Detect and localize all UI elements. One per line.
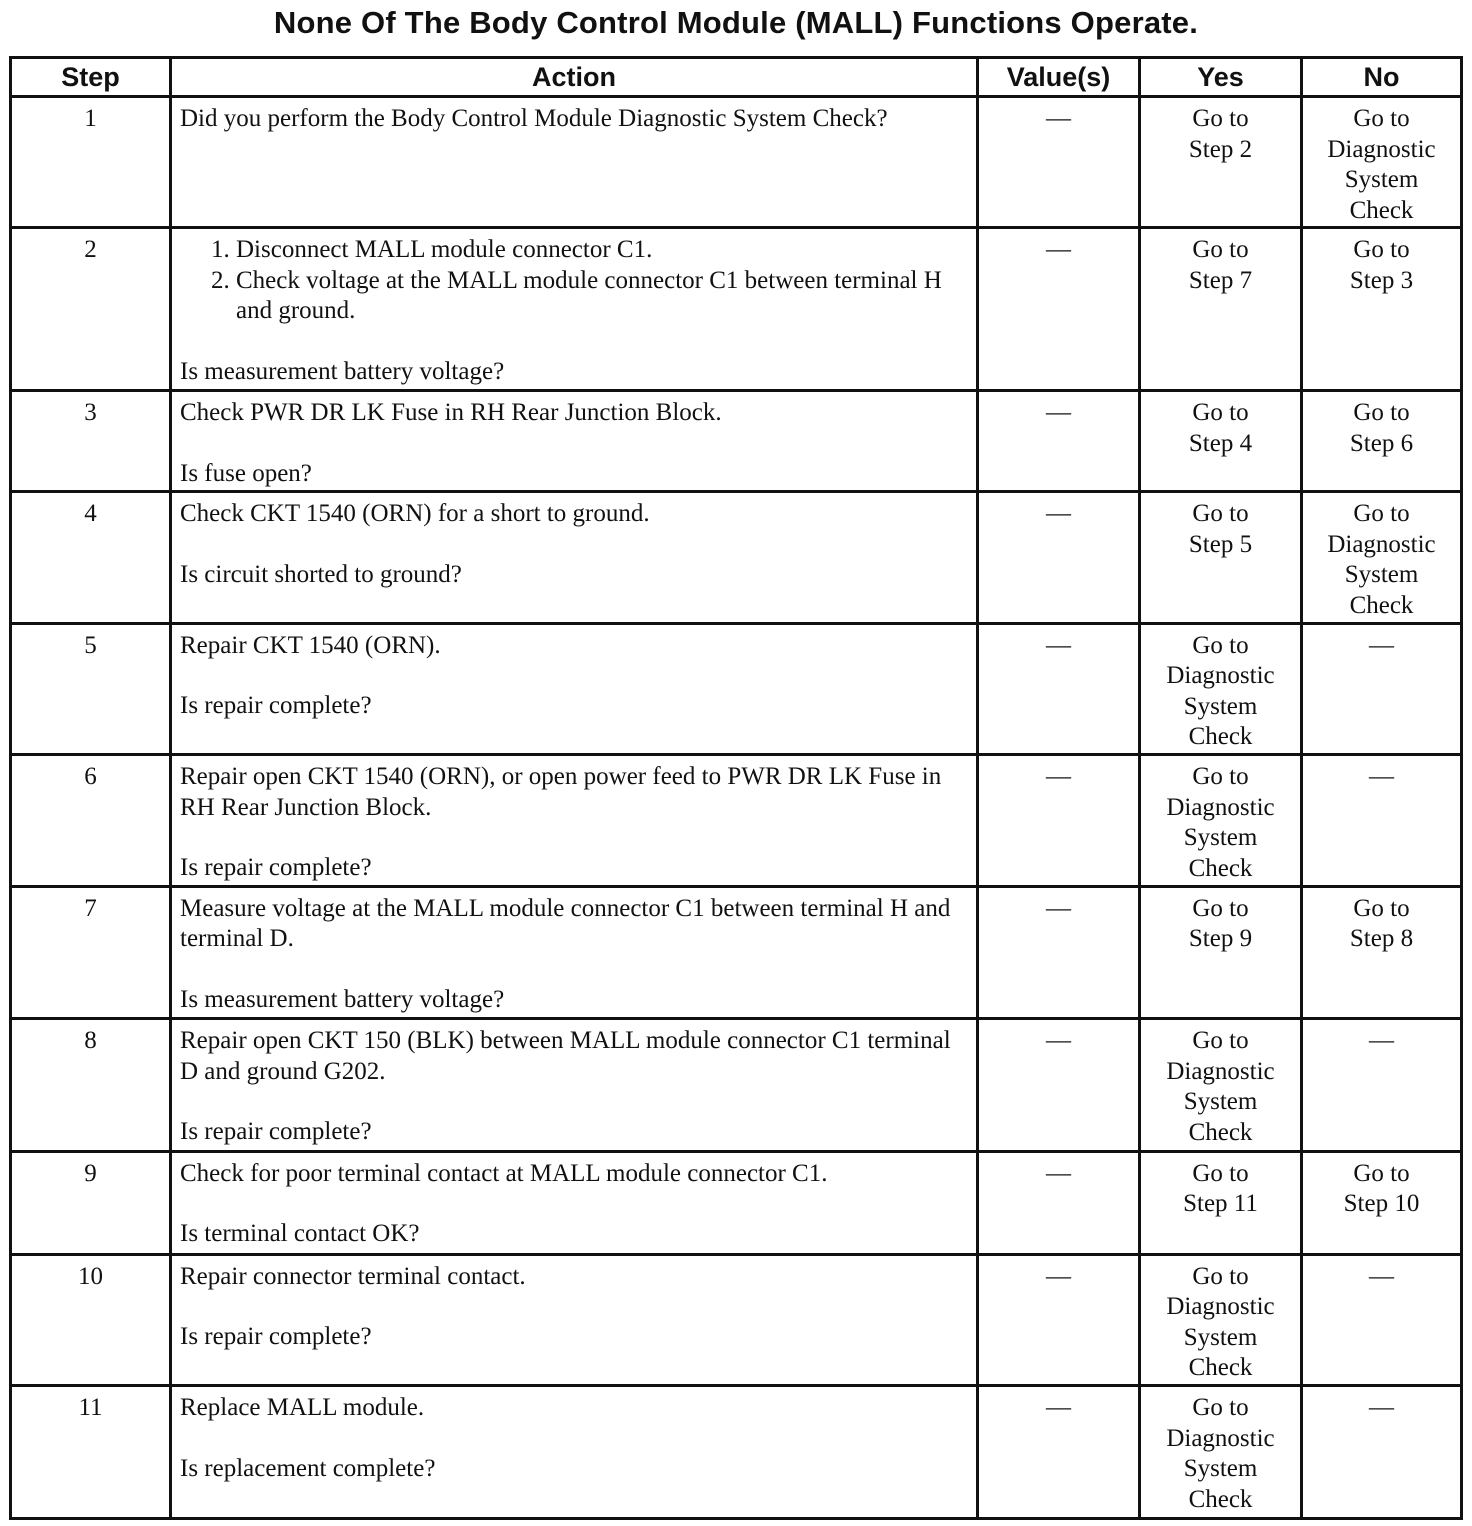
- table-row: [11, 391, 1462, 492]
- step-number: 3: [11, 391, 171, 492]
- no-text: Go to Step 10: [1343, 1159, 1420, 1218]
- value-cell: —: [978, 97, 1140, 228]
- action-cell: [171, 886, 978, 1018]
- action-cell: [171, 755, 978, 886]
- no-cell: [1302, 97, 1462, 228]
- step-number: 4: [11, 492, 171, 623]
- table-row: [11, 886, 1462, 1018]
- table-row: [11, 1151, 1462, 1254]
- value-cell: —: [978, 886, 1140, 1018]
- step-number: 2: [11, 228, 171, 391]
- action-text: Check PWR DR LK Fuse in RH Rear Junction Block.: [180, 399, 722, 427]
- value-cell: —: [978, 492, 1140, 623]
- no-cell: [1302, 1386, 1462, 1519]
- action-question: Is replacement complete?: [180, 1454, 436, 1482]
- no-text: —: [1369, 763, 1394, 791]
- step-number: 6: [11, 755, 171, 886]
- yes-cell: [1140, 623, 1302, 754]
- action-question: Is measurement battery voltage?: [180, 357, 505, 385]
- action-text: Check CKT 1540 (ORN) for a short to ground.: [180, 500, 650, 528]
- no-text: —: [1369, 1394, 1394, 1422]
- diagnostic-table: [9, 56, 1463, 1520]
- no-text: —: [1369, 1262, 1394, 1290]
- yes-cell: [1140, 1386, 1302, 1519]
- step-number: 5: [11, 623, 171, 754]
- no-cell: [1302, 1254, 1462, 1385]
- no-text: Go to Step 6: [1349, 399, 1414, 457]
- action-question: Is circuit shorted to ground?: [180, 560, 462, 588]
- no-cell: [1302, 492, 1462, 623]
- yes-text: Go to Diagnostic System Check: [1166, 1262, 1275, 1382]
- action-question: Is repair complete?: [180, 854, 372, 882]
- value-cell: —: [978, 1151, 1140, 1254]
- action-text: Replace MALL module.: [180, 1394, 425, 1422]
- value-cell: —: [978, 755, 1140, 886]
- action-steps-list: [180, 235, 968, 327]
- list-item: 2. Check voltage at the MALL module connector C1 between terminal H and ground.: [236, 266, 968, 327]
- no-cell: [1302, 1019, 1462, 1151]
- page-title: None Of The Body Control Module (MALL) Functions Operate.: [273, 5, 1199, 40]
- action-text: Repair connector terminal contact.: [180, 1262, 526, 1290]
- action-cell: [171, 1019, 978, 1151]
- step-number: 1: [11, 97, 171, 228]
- no-cell: [1302, 1151, 1462, 1254]
- step-number: 10: [11, 1254, 171, 1385]
- action-cell: [171, 391, 978, 492]
- table-row: [11, 1254, 1462, 1385]
- value-cell: —: [978, 1019, 1140, 1151]
- no-text: Go to Diagnostic System Check: [1327, 105, 1436, 224]
- yes-cell: [1140, 228, 1302, 391]
- step-number: 7: [11, 886, 171, 1018]
- action-cell: [171, 97, 978, 228]
- no-cell: [1302, 228, 1462, 391]
- table-row: [11, 755, 1462, 886]
- no-text: —: [1369, 1027, 1394, 1055]
- action-text: Did you perform the Body Control Module Diagnostic System Check?: [180, 105, 888, 132]
- step-number: 8: [11, 1019, 171, 1151]
- action-cell: [171, 1254, 978, 1385]
- table-row: [11, 1386, 1462, 1519]
- action-question: Is measurement battery voltage?: [180, 985, 505, 1013]
- no-cell: [1302, 755, 1462, 886]
- table-row: [11, 623, 1462, 754]
- action-text: Check for poor terminal contact at MALL module connector C1.: [180, 1159, 828, 1187]
- yes-cell: [1140, 97, 1302, 228]
- step-number: 9: [11, 1151, 171, 1254]
- yes-cell: [1140, 755, 1302, 886]
- action-cell: [171, 228, 978, 391]
- action-cell: [171, 1386, 978, 1519]
- yes-text: Go to Step 2: [1188, 105, 1253, 163]
- yes-text: Go to Step 9: [1188, 894, 1253, 953]
- yes-text: Go to Diagnostic System Check: [1166, 631, 1275, 751]
- action-question: Is repair complete?: [180, 692, 372, 720]
- action-text: Repair open CKT 1540 (ORN), or open power feed to PWR DR LK Fuse in RH Rear Junction Block.: [180, 763, 942, 821]
- value-cell: —: [978, 1386, 1140, 1519]
- header-action: Action: [171, 58, 978, 97]
- action-question: Is repair complete?: [180, 1118, 372, 1146]
- action-question: Is terminal contact OK?: [180, 1220, 420, 1248]
- value-cell: —: [978, 623, 1140, 754]
- no-text: Go to Diagnostic System Check: [1327, 500, 1436, 619]
- table-row: [11, 97, 1462, 228]
- yes-cell: [1140, 1151, 1302, 1254]
- step-number: 11: [11, 1386, 171, 1519]
- no-cell: [1302, 623, 1462, 754]
- header-yes: Yes: [1140, 58, 1302, 97]
- yes-cell: [1140, 391, 1302, 492]
- no-cell: [1302, 391, 1462, 492]
- header-no: No: [1302, 58, 1462, 97]
- header-row: [11, 58, 1462, 97]
- yes-text: Go to Diagnostic System Check: [1166, 763, 1275, 882]
- action-cell: [171, 492, 978, 623]
- no-text: —: [1369, 631, 1394, 659]
- yes-text: Go to Step 4: [1188, 399, 1253, 457]
- action-question: Is fuse open?: [180, 459, 312, 487]
- list-item: 1. Disconnect MALL module connector C1.: [236, 235, 968, 266]
- value-cell: —: [978, 228, 1140, 391]
- value-cell: —: [978, 391, 1140, 492]
- action-cell: [171, 623, 978, 754]
- table-row: [11, 228, 1462, 391]
- yes-cell: [1140, 886, 1302, 1018]
- header-values: Value(s): [978, 58, 1140, 97]
- yes-text: Go to Step 5: [1188, 500, 1253, 558]
- no-text: Go to Step 3: [1349, 236, 1414, 294]
- no-text: Go to Step 8: [1349, 894, 1414, 953]
- yes-text: Go to Diagnostic System Check: [1166, 1394, 1275, 1513]
- action-text: Repair CKT 1540 (ORN).: [180, 631, 441, 659]
- table-row: [11, 492, 1462, 623]
- yes-cell: [1140, 492, 1302, 623]
- yes-cell: [1140, 1254, 1302, 1385]
- no-cell: [1302, 886, 1462, 1018]
- table-row: [11, 1019, 1462, 1151]
- action-cell: [171, 1151, 978, 1254]
- action-text: Measure voltage at the MALL module connector C1 between terminal H and terminal D.: [180, 894, 951, 953]
- yes-text: Go to Step 11: [1183, 1159, 1258, 1218]
- action-text: Repair open CKT 150 (BLK) between MALL module connector C1 terminal D and ground G202.: [180, 1027, 951, 1085]
- value-cell: —: [978, 1254, 1140, 1385]
- yes-text: Go to Diagnostic System Check: [1166, 1027, 1275, 1146]
- action-question: Is repair complete?: [180, 1323, 372, 1351]
- yes-text: Go to Step 7: [1188, 236, 1253, 294]
- yes-cell: [1140, 1019, 1302, 1151]
- header-step: Step: [11, 58, 171, 97]
